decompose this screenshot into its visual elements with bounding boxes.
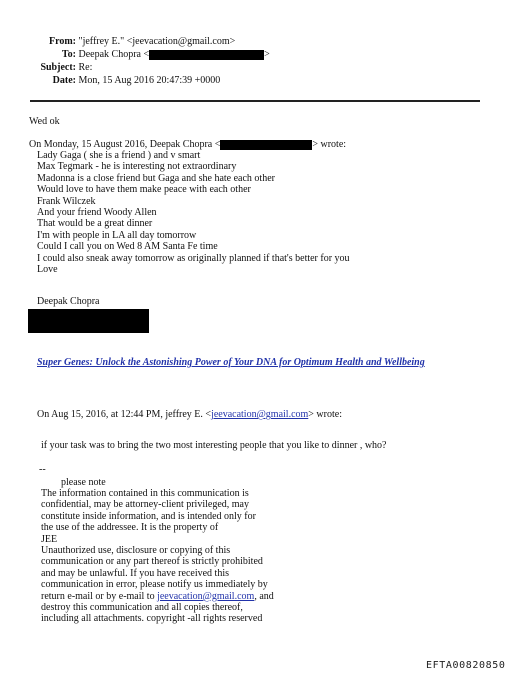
return-suffix: , and [254,590,274,602]
quote1-line: I could also sneak away tomorrow as originally planned if that's better for you [37,252,350,264]
to-row [20,49,270,61]
promo-link-text[interactable]: Super Genes: Unlock the Astonishing Power of Your DNA for Optimum Health and Wellbeing [37,357,425,368]
signature-name: Deepak Chopra [37,296,100,307]
quote2-intro-prefix: On Aug 15, 2016, at 12:44 PM, jeffrey E. < [37,409,212,420]
quote1-line: Could I call you on Wed 8 AM Santa Fe time [37,241,218,253]
disclaimer-return-line [41,591,274,602]
disclaimer-line: constitute inside information, and is intended only for [41,510,256,522]
promo-link[interactable] [37,352,425,370]
email-link[interactable]: jeevacation@gmail.com [211,409,309,420]
quote1-line: Madonna is a close friend but Gaga and she hate each other [37,172,275,184]
disclaimer-line: The information contained in this communication is [41,488,249,499]
subject-value: Re: [78,62,93,73]
to-value: Deepak Chopra < [78,49,150,60]
from-value: "jeffrey E." <jeevacation@gmail.com> [78,36,236,47]
quote2-intro [37,409,342,420]
from-label: From: [48,36,76,47]
to-suffix: > [264,49,270,60]
disclaimer-line: communication or any part thereof is strictly prohibited [41,556,263,568]
disclaimer-line: communication in error, please notify us immediately by [41,579,268,591]
signature-redaction [28,309,149,333]
quote1-line: And your friend Woody Allen [37,207,157,219]
subject-label: Subject: [40,62,76,73]
disclaimer-line: destroy this communication and all copies thereof, [41,602,243,614]
quote2-intro-suffix: > wrote: [308,409,342,420]
to-label: To: [61,49,76,60]
quote1-line: Frank Wilczek [37,195,96,207]
quote1-intro-prefix: On Monday, 15 August 2016, Deepak Chopra < [29,139,221,150]
disclaimer-block [41,488,274,625]
disclaimer-line: including all attachments. copyright -all rights reserved [41,613,263,625]
redaction-block [220,140,312,150]
quote1-body [37,150,350,275]
quote1-intro [29,139,346,150]
header-divider [30,100,480,102]
quote1-intro-suffix: > wrote: [312,139,347,150]
quote1-line: Lady Gaga ( she is a friend ) and v smart [37,150,201,161]
quote1-line: Max Tegmark - he is interesting not extraordinary [37,161,237,173]
quote1-line: Love [37,264,58,276]
date-value: Mon, 15 Aug 2016 20:47:39 +0000 [78,75,221,86]
email-link[interactable]: jeevacation@gmail.com [157,590,255,602]
question-text: if your task was to bring the two most interesting people that you like to dinner , who? [41,440,387,451]
disclaimer-line: the use of the addressee. It is the property of [41,522,219,534]
signature-separator: -- [39,464,46,475]
disclaimer-line: JEE [41,533,58,545]
from-row [20,36,235,48]
subject-row [20,62,92,74]
bates-number: EFTA00820850 [426,660,506,671]
quote1-line: I'm with people in LA all day tomorrow [37,229,197,241]
please-note: please note [61,477,106,488]
redaction-block [149,50,264,60]
date-label: Date: [52,75,76,86]
reply-text: Wed ok [29,116,60,127]
quote1-line: Would love to have them make peace with each other [37,184,251,196]
disclaimer-line: and may be unlawful. If you have received this [41,567,229,579]
date-row [20,75,220,87]
disclaimer-line: confidential, may be attorney-client privileged, may [41,499,249,511]
return-prefix: return e-mail or by e-mail to [41,590,158,602]
quote1-line: That would be a great dinner [37,218,153,230]
disclaimer-line: Unauthorized use, disclosure or copying of this [41,545,231,557]
